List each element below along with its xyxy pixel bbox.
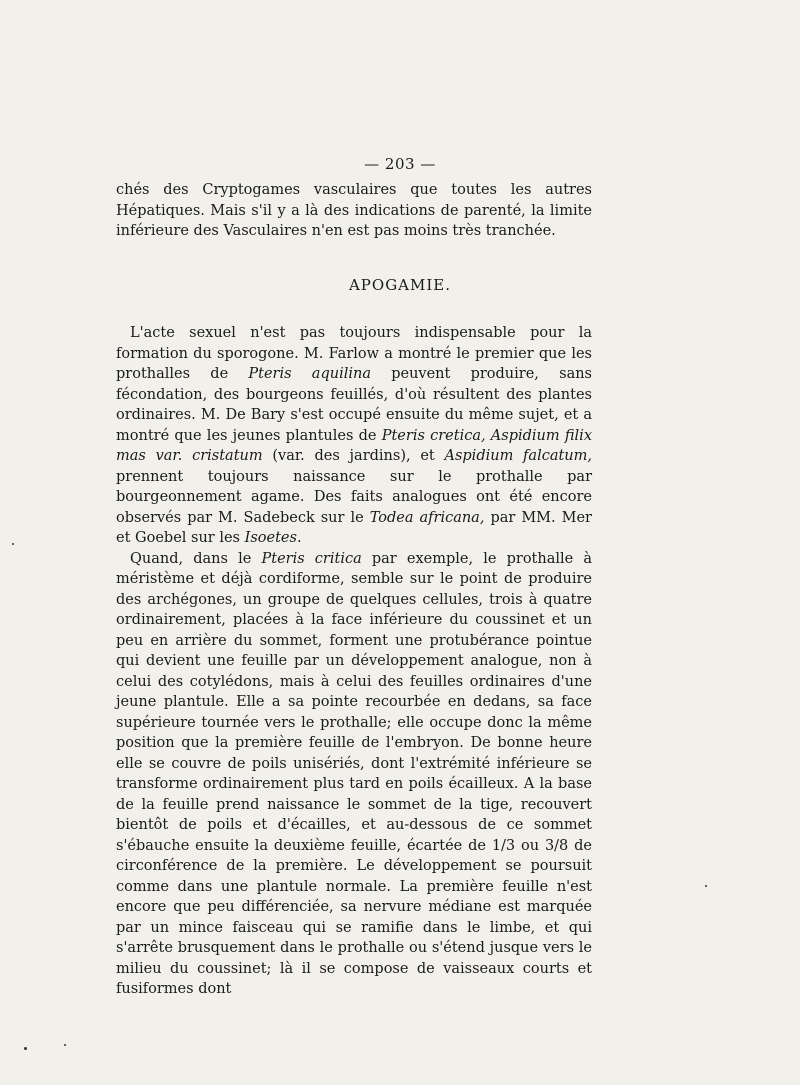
p2-i1: Pteris critica <box>261 550 362 567</box>
p1-i4: Todea africana, <box>369 509 485 526</box>
p1-i3: Aspidium falcatum, <box>444 448 592 464</box>
body-text <box>116 323 592 1000</box>
paragraph-1 <box>116 323 592 549</box>
p1-s4: prennent toujours naissance sur le prothalle par bourgeonnement agame. Des faits analogues ont été encore observés par M. Sadebeck sur le <box>116 468 592 526</box>
paper-speck <box>24 1047 27 1050</box>
paragraph-2 <box>116 549 592 1000</box>
p1-s1: L'acte sexuel n'est pas toujours indispensable pour la formation du sporogone. M. Farlow a montré le premier que les prothalles de <box>116 325 592 382</box>
p2-s2: par exemple, le prothalle à méristème et déjà cordiforme, semble sur le point de produire des archégones, un groupe de quelques cellules, trois à quatre ordinairement, placées à la face inférieure du coussinet et un peu en arrière du sommet, forment une protubérance pointue qui devient une feuille par un développement analogue, non à celui des cotylédons, mais à celui des feuilles ordinaires d'une jeune plantule. Elle a sa pointe recourbée en dedans, sa face supérieure tournée vers le prothalle; elle occupe donc la même position que la première feuille de l'embryon. De bonne heure elle se couvre de poils unisériés, dont l'extrémité inférieure se transforme ordinairement plus tard en poils écailleux. A la base de la feuille prend naissance le sommet de la tige, recouvert bientôt de poils et d'écailles, et au-dessous de ce sommet s'ébauche ensuite la deuxième feuille, écartée de 1/3 ou 3/8 de circonférence de la première. Le développement se poursuit comme dans une plantule normale. La première feuille n'est encore que peu différenciée, sa nervure médiane est marquée par un mince faisceau qui se ramifie dans le limbe, et qui s'arrête brusquement dans le prothalle ou s'étend jusque vers le milieu du coussinet; là il se compose de vaisseaux courts et fusiformes dont <box>116 550 593 997</box>
p1-i1: Pteris aquilina <box>248 366 371 382</box>
p1-s3: (var. des jardins), et <box>262 448 445 464</box>
p2-s1: Quand, dans le <box>130 550 262 567</box>
p1-i5: Isoetes. <box>244 530 302 546</box>
section-heading: APOGAMIE. <box>348 276 452 294</box>
p1-s2: peuvent produire, sans fécondation, des bourgeons feuillés, d'où résultent des plantes ordinaires. M. De Bary s'est occupé ensuite du même sujet, et a montré que les jeunes plantules de <box>116 366 592 444</box>
paper-speck <box>12 543 14 545</box>
page-number: — 203 — <box>364 155 436 173</box>
p1-i2: Pteris cretica, Aspidium filix mas var. cristatum <box>116 427 592 464</box>
intro-text: chés des Cryptogames vasculaires que toutes les autres Hépatiques. Mais s'il y a là des indications de parenté, la limite inférieure des Vasculaires n'en est pas moins très tranchée. <box>116 182 592 239</box>
p1-s5: par MM. Mer et Goebel sur les <box>116 509 592 546</box>
intro-paragraph <box>116 180 592 242</box>
paper-speck <box>64 1044 66 1046</box>
paper-speck <box>705 885 707 887</box>
